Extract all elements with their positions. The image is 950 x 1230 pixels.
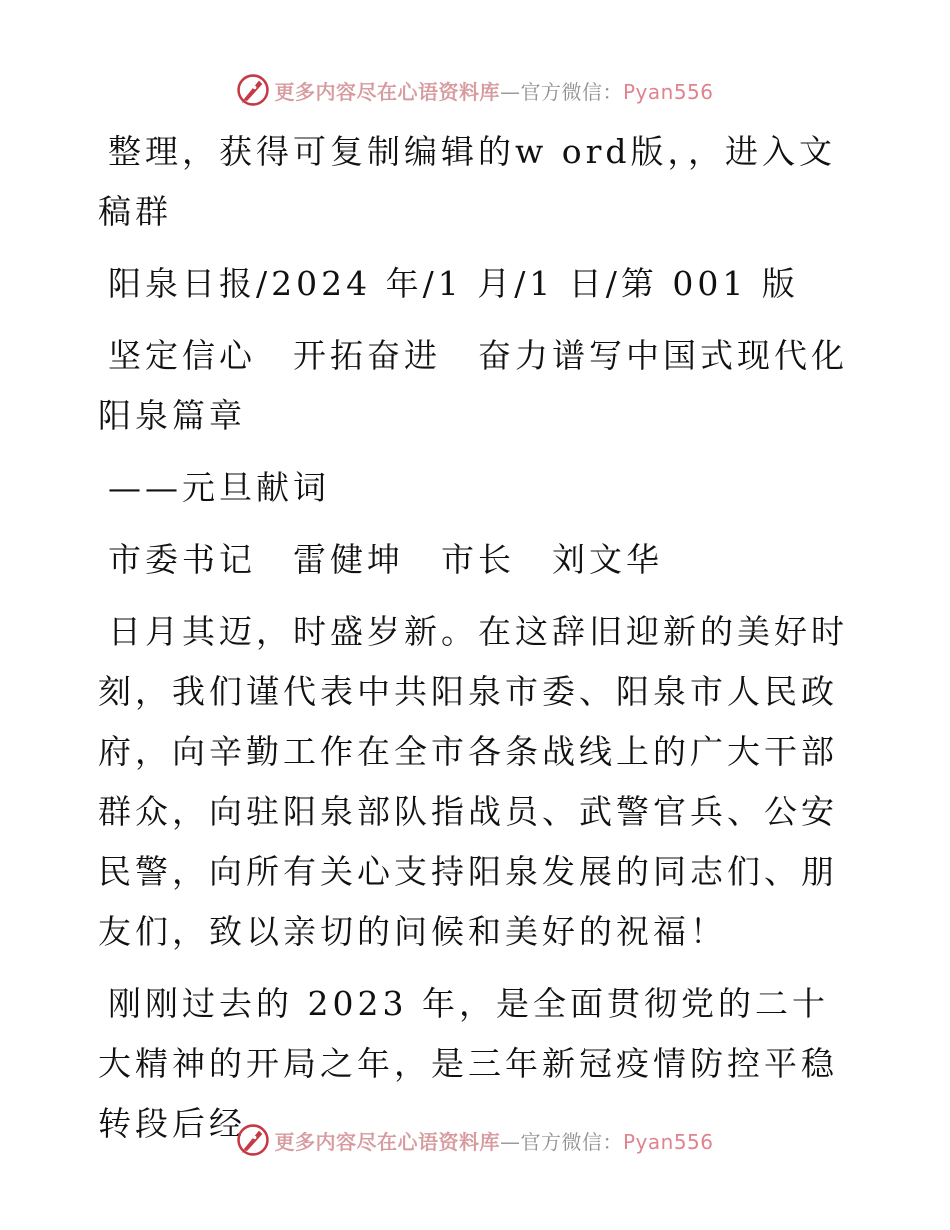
watermark-text bbox=[274, 1126, 713, 1155]
watermark-group bbox=[236, 1123, 713, 1157]
watermark-label: 官方微信： bbox=[520, 79, 623, 104]
article-subtitle: ——元旦献词 bbox=[108, 468, 330, 507]
watermark-group bbox=[236, 73, 713, 107]
header-watermark-banner bbox=[0, 70, 950, 110]
paragraph-greeting: 日月其迈，时盛岁新。在这辞旧迎新的美好时刻，我们谨代表中共阳泉市委、阳泉市人民政府，向辛勤工作在全市各条战线上的广大干部群众，向驻阳泉部队指战员、武警官兵、公安民警，向所有关心支持阳泉发展的同志们、朋友们，致以亲切的问候和美好的祝福！ bbox=[98, 612, 848, 951]
watermark-promo: 更多内容尽在心语资料库 bbox=[274, 79, 500, 104]
watermark-separator: — bbox=[499, 1129, 521, 1154]
watermark-text bbox=[274, 76, 713, 105]
watermark-separator: — bbox=[499, 79, 521, 104]
article-authors: 市委书记 雷健坤 市长 刘文华 bbox=[108, 540, 663, 579]
pen-quill-logo-icon bbox=[236, 1123, 270, 1157]
watermark-promo: 更多内容尽在心语资料库 bbox=[274, 1129, 500, 1154]
watermark-label: 官方微信： bbox=[520, 1129, 623, 1154]
footer-watermark-banner bbox=[0, 1120, 950, 1160]
paragraph-source: 阳泉日报/2024 年/1 月/1 日/第 001 版 bbox=[108, 264, 799, 303]
pen-quill-logo-icon bbox=[236, 73, 270, 107]
watermark-wechat-id: Pyan556 bbox=[622, 79, 714, 104]
document-body bbox=[98, 122, 850, 1166]
watermark-wechat-id: Pyan556 bbox=[622, 1129, 714, 1154]
paragraph-note: 整理，获得可复制编辑的w ord版，，进入文稿群 bbox=[98, 132, 837, 231]
paragraph-review: 刚刚过去的 2023 年，是全面贯彻党的二十大精神的开局之年，是三年新冠疫情防控平稳转段后经 bbox=[98, 984, 838, 1143]
article-title: 坚定信心 开拓奋进 奋力谱写中国式现代化阳泉篇章 bbox=[98, 336, 848, 435]
